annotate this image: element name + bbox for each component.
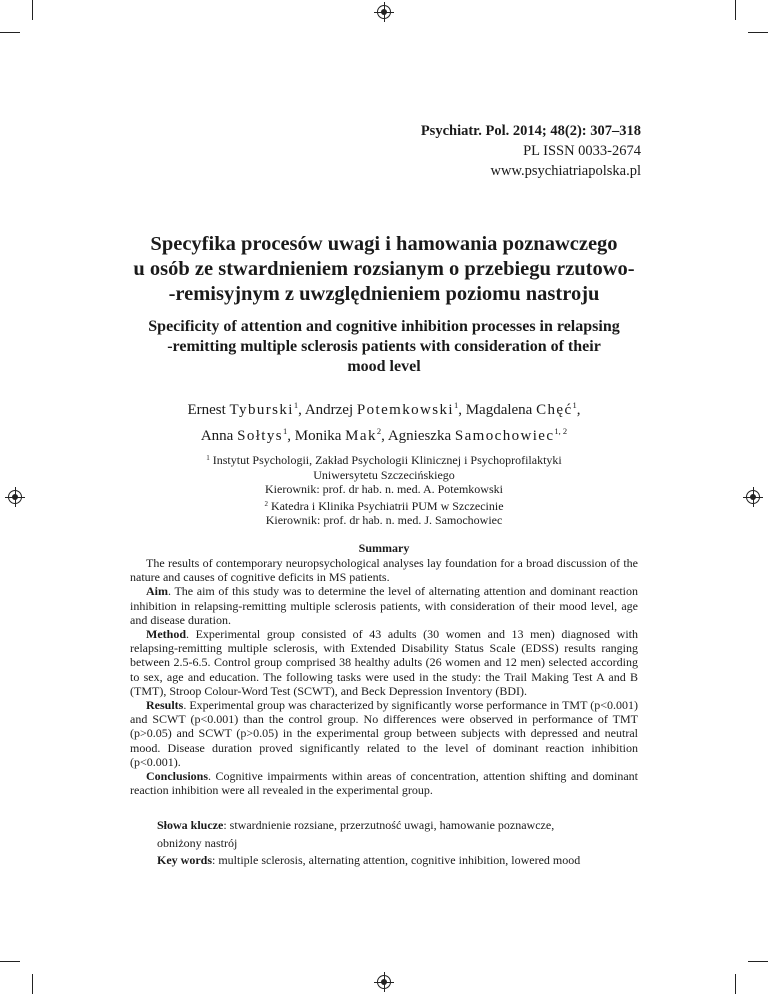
crop-mark <box>32 974 33 994</box>
affiliation-2-head: Kierownik: prof. dr hab. n. med. J. Samochowiec <box>265 513 503 527</box>
crop-mark <box>735 974 736 994</box>
author: Agnieszka Samochowiec$^{1, 2}$ <box>387 426 568 444</box>
crop-mark <box>32 0 33 20</box>
journal-issn: PL ISSN 0033-2674 <box>523 143 641 159</box>
keywords-polish-cont: obniżony nastrój <box>157 835 238 850</box>
journal-website[interactable]: www.psychiatriapolska.pl <box>490 163 641 179</box>
summary-abstract <box>130 556 638 797</box>
crop-mark <box>0 32 20 33</box>
author: Anna Sołtys$^1$, <box>200 426 295 444</box>
crop-mark <box>735 0 736 20</box>
summary-conclusions: Conclusions. Cognitive impairments within areas of concentration, attention shifting and dominant reaction inhibition were all revealed in the experimental group. <box>130 769 638 798</box>
keywords <box>157 817 642 870</box>
summary-intro: The results of contemporary neuropsychological analyses lay foundation for a broad discussion of the nature and causes of cognitive deficits in MS patients. <box>130 556 638 585</box>
keywords-polish: Słowa klucze: stwardnienie rozsiane, przerzutność uwagi, hamowanie poznawcze, <box>157 818 555 832</box>
author: Ernest Tyburski$^1$, <box>187 400 305 418</box>
summary-method: Method. Experimental group consisted of 43 adults (30 women and 13 men) diagnosed with relapsing-remitting multiple sclerosis, with Extended Disability Status Scale (EDSS) results ranging between 2.5-6.5. Control group comprised 38 healthy adults (26 women and 12 men) selected according to sex, age and education. The following tasks were used in the study: the Trail Making Test A and B (TMT), Stroop Colour-Word Test (SCWT), and Beck Depression Inventory (BDI). <box>130 627 638 698</box>
affiliations <box>140 451 628 528</box>
affiliation-2: $^2$ Katedra i Klinika Psychiatrii PUM w Szczecinie <box>264 498 504 513</box>
title-polish-line: -remisyjnym z uwzględnieniem poziomu nastroju <box>168 283 600 305</box>
affiliation-1-cont: Uniwersytetu Szczecińskiego <box>313 467 455 482</box>
registration-mark-icon <box>8 490 22 504</box>
keywords-english: Key words: multiple sclerosis, alternating attention, cognitive inhibition, lowered mood <box>157 853 581 867</box>
title-english-line: Specificity of attention and cognitive inhibition processes in relapsing <box>148 318 620 335</box>
journal-header <box>421 121 641 181</box>
affiliation-1: $^1$ Instytut Psychologii, Zakład Psychologii Klinicznej i Psychoprofilaktyki <box>206 453 562 467</box>
title-polish-line: Specyfika procesów uwagi i hamowania poznawczego <box>150 233 618 255</box>
author: Monika Mak$^2$, <box>294 426 388 444</box>
summary-heading: Summary <box>358 541 410 555</box>
affiliation-1-head: Kierownik: prof. dr hab. n. med. A. Potemkowski <box>265 482 503 496</box>
registration-mark-icon <box>377 975 391 989</box>
author: Andrzej Potemkowski$^1$, <box>304 400 466 418</box>
title-english <box>100 317 668 377</box>
crop-mark <box>0 961 20 962</box>
title-english-line: -remitting multiple sclerosis patients with consideration of their <box>167 338 601 355</box>
title-polish-line: u osób ze stwardnieniem rozsianym o przebiegu rzutowo- <box>133 258 635 280</box>
summary-aim: Aim. The aim of this study was to determine the level of alternating attention and dominant reaction inhibition in relapsing-remitting multiple sclerosis patients, with consideration of their mood level, age and disease duration. <box>130 584 638 627</box>
title-english-line: mood level <box>347 358 421 375</box>
registration-mark-icon <box>746 490 760 504</box>
author-list <box>100 395 668 447</box>
author: Magdalena Chęć$^1$, <box>465 400 581 418</box>
crop-mark <box>748 32 768 33</box>
journal-citation: Psychiatr. Pol. 2014; 48(2): 307–318 <box>420 123 641 139</box>
summary-results: Results. Experimental group was characterized by significantly worse performance in TMT (p<0.001) and SCWT (p<0.001) than the control group. No differences were observed in performance of TMT (p>0.05) and SCWT (p>0.05) in the experimental group between subjects with depressed and neutral mood. Disease duration proved significantly related to the level of dominant reaction inhibition (p<0.001). <box>130 698 638 769</box>
crop-mark <box>748 961 768 962</box>
title-polish <box>100 232 668 307</box>
registration-mark-icon <box>377 5 391 19</box>
